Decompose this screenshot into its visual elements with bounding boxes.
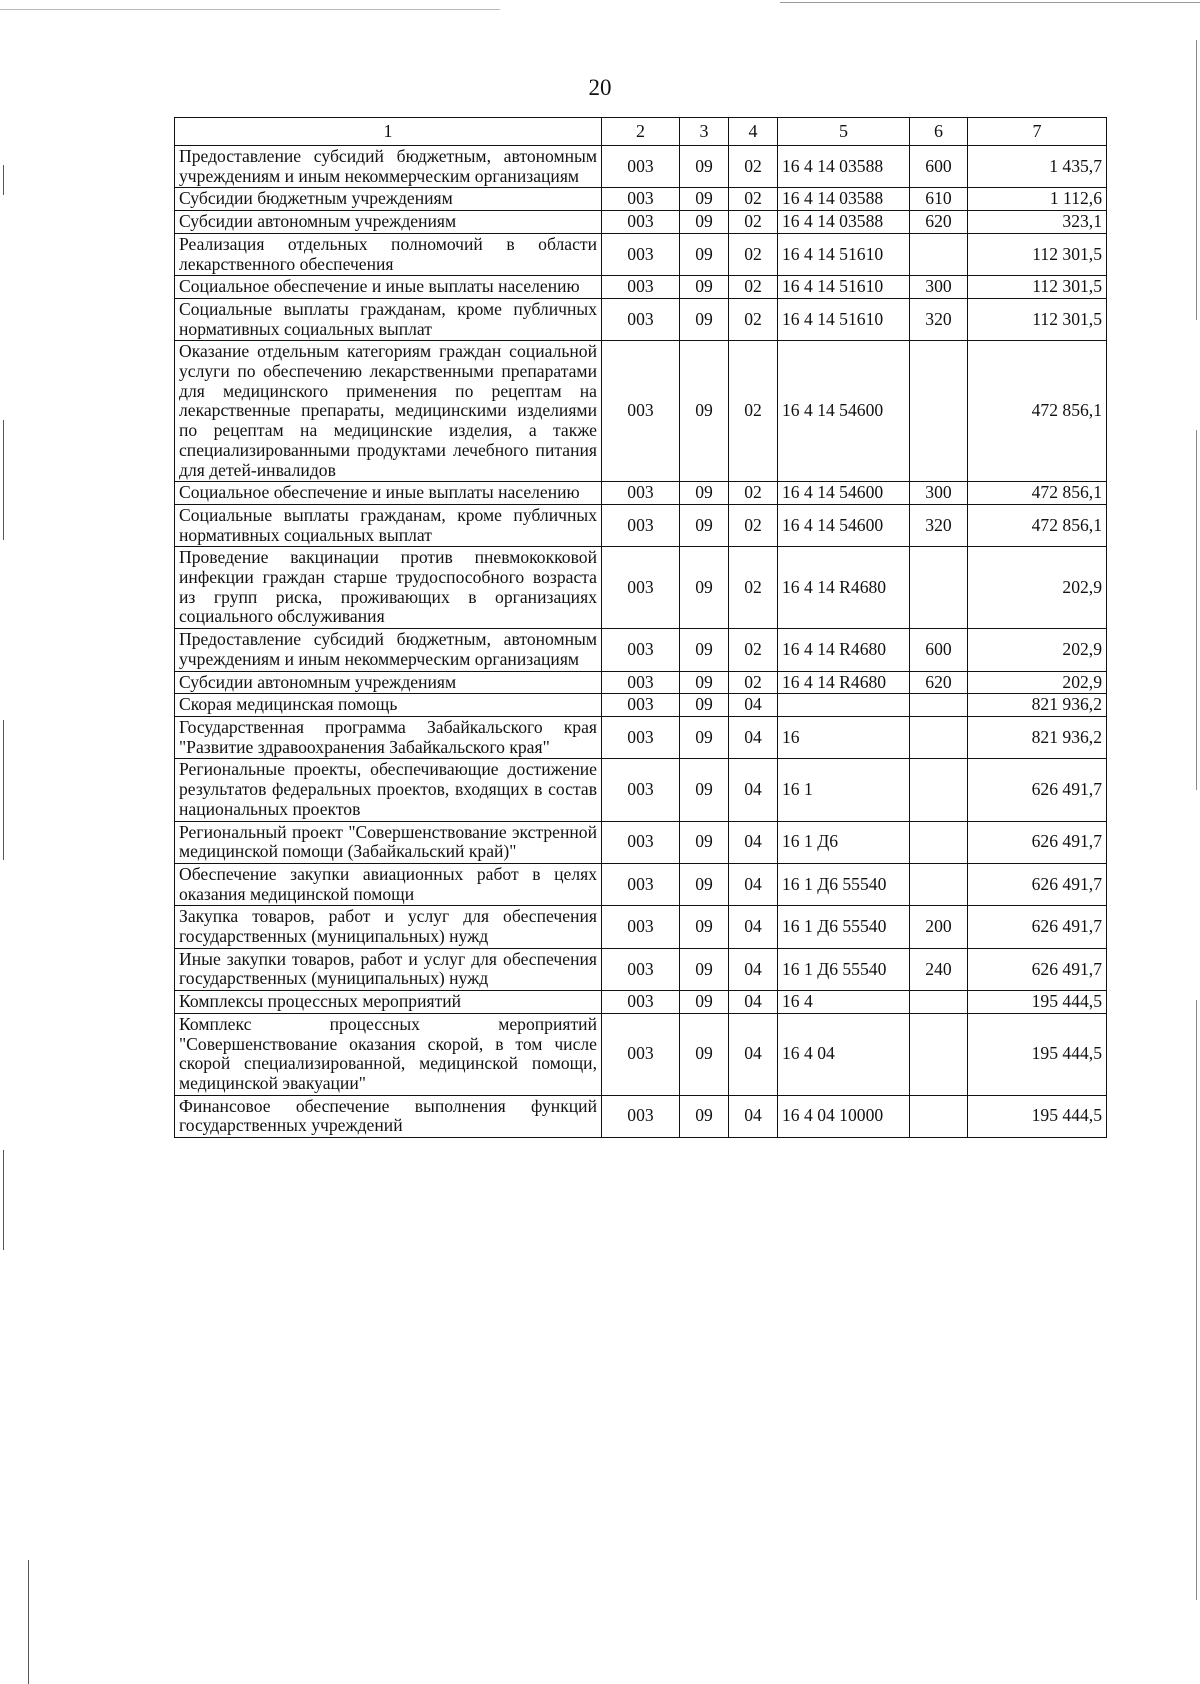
row-amount-cell: 1 112,6 (968, 188, 1107, 211)
row-code-4-cell: 02 (729, 211, 778, 234)
row-code-6-cell (910, 863, 968, 905)
row-code-5-cell (778, 694, 910, 717)
row-code-2-cell: 003 (602, 233, 680, 275)
header-row (175, 118, 1107, 146)
row-code-2-cell: 003 (602, 276, 680, 299)
row-code-6-cell (910, 694, 968, 717)
row-code-3-cell: 09 (680, 341, 729, 482)
table-row (175, 341, 1107, 482)
row-name-cell: Социальные выплаты гражданам, кроме публичных нормативных социальных выплат (175, 298, 602, 340)
row-code-4-cell: 02 (729, 341, 778, 482)
row-name-cell: Государственная программа Забайкальского края "Развитие здравоохранения Забайкальского края" (175, 716, 602, 758)
row-code-6-cell (910, 991, 968, 1014)
scan-left-edge (3, 420, 4, 540)
scan-top-right-line (780, 2, 1200, 3)
row-code-2-cell: 003 (602, 1013, 680, 1095)
row-code-2-cell: 003 (602, 504, 680, 546)
row-code-3-cell: 09 (680, 991, 729, 1014)
table-row (175, 482, 1107, 505)
row-amount-cell: 626 491,7 (968, 821, 1107, 863)
row-amount-cell: 626 491,7 (968, 759, 1107, 821)
row-code-3-cell: 09 (680, 276, 729, 299)
row-code-4-cell: 04 (729, 863, 778, 905)
row-code-3-cell: 09 (680, 694, 729, 717)
row-name-cell: Субсидии автономным учреждениям (175, 211, 602, 234)
row-code-2-cell: 003 (602, 146, 680, 188)
row-code-2-cell: 003 (602, 991, 680, 1014)
row-code-2-cell: 003 (602, 671, 680, 694)
row-code-4-cell: 02 (729, 188, 778, 211)
row-amount-cell: 112 301,5 (968, 233, 1107, 275)
header-cell: 1 (175, 118, 602, 146)
row-code-3-cell: 09 (680, 759, 729, 821)
row-code-5-cell: 16 4 14 R4680 (778, 671, 910, 694)
scan-left-edge (28, 1560, 29, 1684)
row-code-6-cell: 200 (910, 906, 968, 948)
table-row (175, 906, 1107, 948)
row-code-6-cell: 620 (910, 671, 968, 694)
budget-table (174, 117, 1107, 1138)
row-code-4-cell: 02 (729, 671, 778, 694)
row-name-cell: Проведение вакцинации против пневмококковой инфекции граждан старше трудоспособного возраста из групп риска, проживающих в организациях социального обслуживания (175, 547, 602, 629)
row-code-5-cell: 16 4 14 03588 (778, 188, 910, 211)
table-row (175, 211, 1107, 234)
table-row (175, 863, 1107, 905)
row-name-cell: Предоставление субсидий бюджетным, автономным учреждениям и иным некоммерческим организациям (175, 146, 602, 188)
header-cell: 5 (778, 118, 910, 146)
row-code-4-cell: 04 (729, 991, 778, 1014)
row-amount-cell: 323,1 (968, 211, 1107, 234)
table-row (175, 233, 1107, 275)
row-code-6-cell: 300 (910, 276, 968, 299)
row-code-4-cell: 02 (729, 547, 778, 629)
table-row (175, 821, 1107, 863)
scan-right-edge (1196, 430, 1197, 790)
row-name-cell: Комплексы процессных мероприятий (175, 991, 602, 1014)
row-name-cell: Региональные проекты, обеспечивающие достижение результатов федеральных проектов, входящих в состав национальных проектов (175, 759, 602, 821)
row-code-3-cell: 09 (680, 671, 729, 694)
row-name-cell: Комплекс процессных мероприятий "Совершенствование оказания скорой, в том числе скорой специализированной, медицинской помощи, медицинской эвакуации" (175, 1013, 602, 1095)
row-code-4-cell: 04 (729, 716, 778, 758)
row-code-4-cell: 02 (729, 298, 778, 340)
row-code-3-cell: 09 (680, 716, 729, 758)
header-cell: 3 (680, 118, 729, 146)
row-amount-cell: 202,9 (968, 671, 1107, 694)
header-cell: 2 (602, 118, 680, 146)
row-code-2-cell: 003 (602, 188, 680, 211)
row-code-4-cell: 04 (729, 1095, 778, 1137)
header-cell: 4 (729, 118, 778, 146)
row-code-4-cell: 02 (729, 504, 778, 546)
row-code-4-cell: 02 (729, 233, 778, 275)
row-code-6-cell (910, 341, 968, 482)
row-code-3-cell: 09 (680, 821, 729, 863)
row-code-5-cell: 16 4 14 54600 (778, 341, 910, 482)
row-amount-cell: 195 444,5 (968, 1095, 1107, 1137)
row-code-5-cell: 16 1 Д6 55540 (778, 863, 910, 905)
row-name-cell: Обеспечение закупки авиационных работ в целях оказания медицинской помощи (175, 863, 602, 905)
table-row (175, 716, 1107, 758)
table-row (175, 694, 1107, 717)
table-row (175, 948, 1107, 990)
row-code-4-cell: 02 (729, 629, 778, 671)
row-code-2-cell: 003 (602, 341, 680, 482)
table-row (175, 629, 1107, 671)
row-code-6-cell: 320 (910, 298, 968, 340)
row-code-3-cell: 09 (680, 948, 729, 990)
row-code-6-cell: 320 (910, 504, 968, 546)
row-name-cell: Реализация отдельных полномочий в области лекарственного обеспечения (175, 233, 602, 275)
table-body (175, 146, 1107, 1138)
row-code-5-cell: 16 1 Д6 (778, 821, 910, 863)
table-row (175, 1013, 1107, 1095)
row-code-2-cell: 003 (602, 211, 680, 234)
row-amount-cell: 1 435,7 (968, 146, 1107, 188)
row-code-5-cell: 16 4 04 (778, 1013, 910, 1095)
row-amount-cell: 626 491,7 (968, 863, 1107, 905)
scan-right-edge (1196, 1000, 1197, 1600)
row-code-2-cell: 003 (602, 716, 680, 758)
row-amount-cell: 821 936,2 (968, 716, 1107, 758)
table-row (175, 1095, 1107, 1137)
row-amount-cell: 195 444,5 (968, 1013, 1107, 1095)
row-code-6-cell (910, 547, 968, 629)
row-code-4-cell: 04 (729, 948, 778, 990)
row-code-5-cell: 16 4 14 R4680 (778, 629, 910, 671)
row-name-cell: Субсидии автономным учреждениям (175, 671, 602, 694)
page-number: 20 (588, 75, 612, 100)
row-code-5-cell: 16 4 14 54600 (778, 504, 910, 546)
row-code-3-cell: 09 (680, 863, 729, 905)
row-code-3-cell: 09 (680, 1095, 729, 1137)
scan-left-edge (3, 165, 4, 195)
row-code-3-cell: 09 (680, 211, 729, 234)
row-code-4-cell: 02 (729, 482, 778, 505)
table-row (175, 276, 1107, 299)
row-name-cell: Закупка товаров, работ и услуг для обеспечения государственных (муниципальных) нужд (175, 906, 602, 948)
row-code-6-cell (910, 1095, 968, 1137)
row-amount-cell: 472 856,1 (968, 482, 1107, 505)
row-name-cell: Оказание отдельным категориям граждан социальной услуги по обеспечению лекарственными препаратами для медицинского применения по рецептам на лекарственные препараты, медицинскими изделиями по рецептам на медицинские изделия, а также специализированными продуктами лечебного питания для детей-инвалидов (175, 341, 602, 482)
row-code-6-cell: 600 (910, 146, 968, 188)
row-amount-cell: 626 491,7 (968, 906, 1107, 948)
row-code-4-cell: 04 (729, 694, 778, 717)
table-row (175, 298, 1107, 340)
table-row (175, 504, 1107, 546)
row-code-5-cell: 16 4 14 R4680 (778, 547, 910, 629)
row-code-6-cell (910, 821, 968, 863)
row-code-4-cell: 02 (729, 146, 778, 188)
scan-left-edge (3, 720, 4, 860)
row-code-5-cell: 16 4 14 51610 (778, 276, 910, 299)
row-name-cell: Региональный проект "Совершенствование экстренной медицинской помощи (Забайкальский край)" (175, 821, 602, 863)
row-amount-cell: 195 444,5 (968, 991, 1107, 1014)
row-code-5-cell: 16 4 14 54600 (778, 482, 910, 505)
row-code-3-cell: 09 (680, 629, 729, 671)
row-code-5-cell: 16 4 (778, 991, 910, 1014)
row-amount-cell: 202,9 (968, 629, 1107, 671)
row-amount-cell: 821 936,2 (968, 694, 1107, 717)
row-code-6-cell: 610 (910, 188, 968, 211)
row-code-4-cell: 04 (729, 906, 778, 948)
scan-top-line (0, 9, 500, 10)
row-code-2-cell: 003 (602, 863, 680, 905)
row-code-2-cell: 003 (602, 1095, 680, 1137)
row-amount-cell: 472 856,1 (968, 504, 1107, 546)
row-amount-cell: 112 301,5 (968, 276, 1107, 299)
row-code-2-cell: 003 (602, 759, 680, 821)
row-code-6-cell: 620 (910, 211, 968, 234)
row-code-6-cell (910, 716, 968, 758)
row-amount-cell: 202,9 (968, 547, 1107, 629)
row-code-2-cell: 003 (602, 482, 680, 505)
row-code-5-cell: 16 1 Д6 55540 (778, 906, 910, 948)
row-code-5-cell: 16 4 14 51610 (778, 298, 910, 340)
row-code-6-cell (910, 759, 968, 821)
row-code-5-cell: 16 4 04 10000 (778, 1095, 910, 1137)
row-code-4-cell: 04 (729, 759, 778, 821)
row-code-3-cell: 09 (680, 482, 729, 505)
row-code-4-cell: 04 (729, 1013, 778, 1095)
row-code-3-cell: 09 (680, 1013, 729, 1095)
row-amount-cell: 112 301,5 (968, 298, 1107, 340)
row-code-2-cell: 003 (602, 547, 680, 629)
row-code-6-cell: 300 (910, 482, 968, 505)
header-cell: 6 (910, 118, 968, 146)
row-name-cell: Иные закупки товаров, работ и услуг для обеспечения государственных (муниципальных) нужд (175, 948, 602, 990)
row-amount-cell: 472 856,1 (968, 341, 1107, 482)
row-code-5-cell: 16 1 Д6 55540 (778, 948, 910, 990)
row-code-2-cell: 003 (602, 821, 680, 863)
table-row (175, 991, 1107, 1014)
row-code-6-cell (910, 1013, 968, 1095)
row-name-cell: Предоставление субсидий бюджетным, автономным учреждениям и иным некоммерческим организациям (175, 629, 602, 671)
row-code-6-cell (910, 233, 968, 275)
row-name-cell: Социальное обеспечение и иные выплаты населению (175, 482, 602, 505)
row-code-5-cell: 16 1 (778, 759, 910, 821)
row-code-2-cell: 003 (602, 694, 680, 717)
table-row (175, 671, 1107, 694)
row-code-3-cell: 09 (680, 906, 729, 948)
row-code-5-cell: 16 4 14 51610 (778, 233, 910, 275)
scan-left-edge (3, 1150, 4, 1250)
row-code-3-cell: 09 (680, 146, 729, 188)
header-cell: 7 (968, 118, 1107, 146)
row-name-cell: Субсидии бюджетным учреждениям (175, 188, 602, 211)
table-row (175, 146, 1107, 188)
row-code-3-cell: 09 (680, 547, 729, 629)
row-name-cell: Социальные выплаты гражданам, кроме публичных нормативных социальных выплат (175, 504, 602, 546)
row-code-5-cell: 16 4 14 03588 (778, 146, 910, 188)
row-code-3-cell: 09 (680, 233, 729, 275)
row-code-2-cell: 003 (602, 629, 680, 671)
row-name-cell: Социальное обеспечение и иные выплаты населению (175, 276, 602, 299)
table-row (175, 188, 1107, 211)
table-row (175, 547, 1107, 629)
row-code-6-cell: 600 (910, 629, 968, 671)
row-code-4-cell: 04 (729, 821, 778, 863)
row-code-2-cell: 003 (602, 948, 680, 990)
table-row (175, 759, 1107, 821)
row-amount-cell: 626 491,7 (968, 948, 1107, 990)
row-code-2-cell: 003 (602, 298, 680, 340)
row-code-3-cell: 09 (680, 298, 729, 340)
row-name-cell: Финансовое обеспечение выполнения функций государственных учреждений (175, 1095, 602, 1137)
row-code-3-cell: 09 (680, 504, 729, 546)
row-code-5-cell: 16 (778, 716, 910, 758)
row-code-5-cell: 16 4 14 03588 (778, 211, 910, 234)
row-code-3-cell: 09 (680, 188, 729, 211)
row-code-4-cell: 02 (729, 276, 778, 299)
row-code-2-cell: 003 (602, 906, 680, 948)
row-name-cell: Скорая медицинская помощь (175, 694, 602, 717)
row-code-6-cell: 240 (910, 948, 968, 990)
